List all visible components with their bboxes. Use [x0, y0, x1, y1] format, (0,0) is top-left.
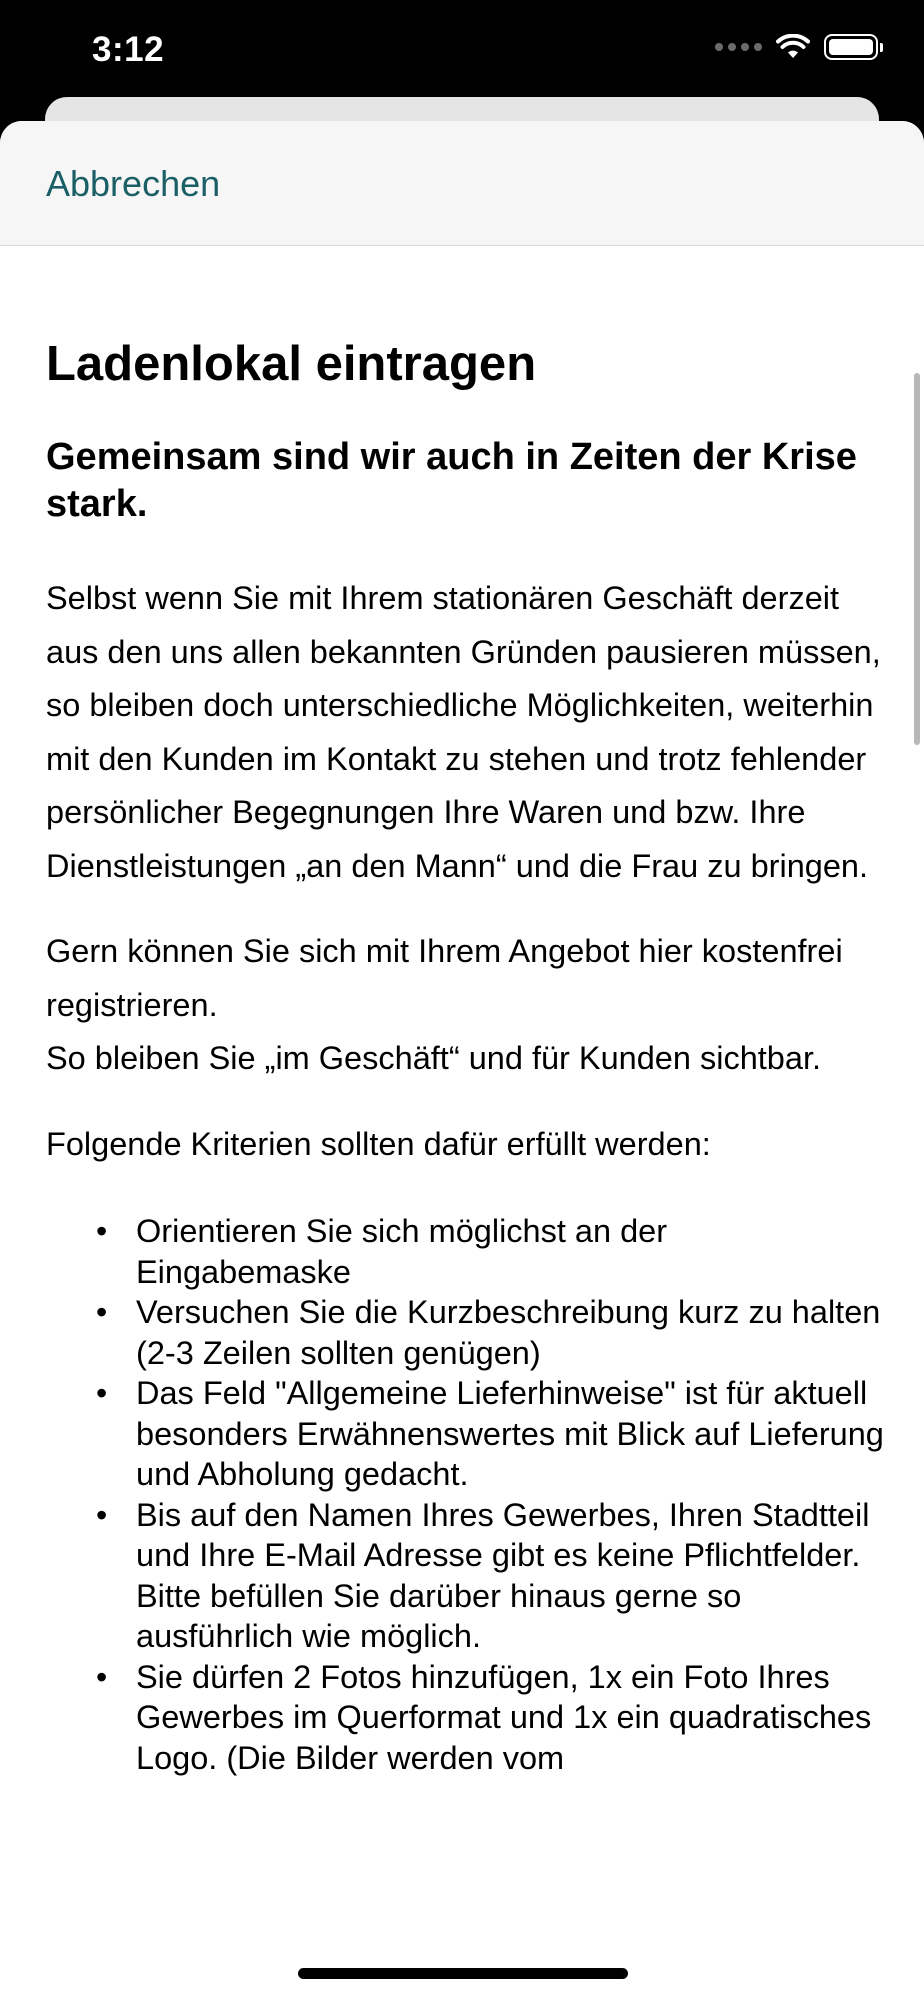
content-body	[46, 336, 886, 1778]
scroll-content[interactable]	[0, 246, 924, 1920]
status-icons	[715, 34, 878, 60]
page-subtitle: Gemeinsam sind wir auch in Zeiten der Krise stark.	[46, 436, 857, 525]
registration-paragraph	[46, 925, 886, 1086]
cancel-button[interactable]: Abbrechen	[46, 163, 221, 204]
registration-text: Gern können Sie sich mit Ihrem Angebot hier kostenfrei registrieren.	[46, 933, 843, 1023]
list-item: • Sie dürfen 2 Fotos hinzufügen, 1x ein Foto Ihres Gewerbes im Querformat und 1x ein quadratisches Logo. (Die Bilder werden vom	[96, 1657, 886, 1779]
visibility-text: So bleiben Sie „im Geschäft“ und für Kunden sichtbar.	[46, 1040, 822, 1076]
home-indicator[interactable]	[298, 1968, 628, 1979]
signal-dots-icon	[715, 43, 762, 51]
wifi-icon	[776, 34, 810, 60]
criteria-list	[96, 1211, 886, 1778]
battery-icon	[824, 34, 878, 60]
status-time: 3:12	[92, 30, 165, 69]
list-item: • Bis auf den Namen Ihres Gewerbes, Ihren Stadtteil und Ihre E-Mail Adresse gibt es keine Pflichtfelder. Bitte befüllen Sie darüber hinaus gerne so ausführlich wie möglich.	[96, 1495, 886, 1657]
scroll-indicator[interactable]	[914, 373, 920, 745]
list-item: • Versuchen Sie die Kurzbeschreibung kurz zu halten (2-3 Zeilen sollten genügen)	[96, 1292, 886, 1373]
status-bar	[0, 0, 924, 100]
intro-paragraph: Selbst wenn Sie mit Ihrem stationären Geschäft derzeit aus den uns allen bekannten Gründen pausieren müssen, so bleiben doch unterschiedliche Möglichkeiten, weiterhin mit den Kunden im Kontakt zu stehen und trotz fehlender persönlicher Begegnungen Ihre Waren und bzw. Ihre Dienstleistungen „an den Mann“ und die Frau zu bringen.	[46, 580, 881, 884]
list-item: • Das Feld "Allgemeine Lieferhinweise" ist für aktuell besonders Erwähnenswertes mit Blick auf Lieferung und Abholung gedacht.	[96, 1373, 886, 1495]
list-item: • Orientieren Sie sich möglichst an der Eingabemaske	[96, 1211, 886, 1292]
criteria-intro: Folgende Kriterien sollten dafür erfüllt werden:	[46, 1125, 711, 1162]
page-title: Ladenlokal eintragen	[46, 337, 537, 391]
sheet-header	[0, 121, 924, 246]
modal-sheet	[0, 121, 924, 2000]
